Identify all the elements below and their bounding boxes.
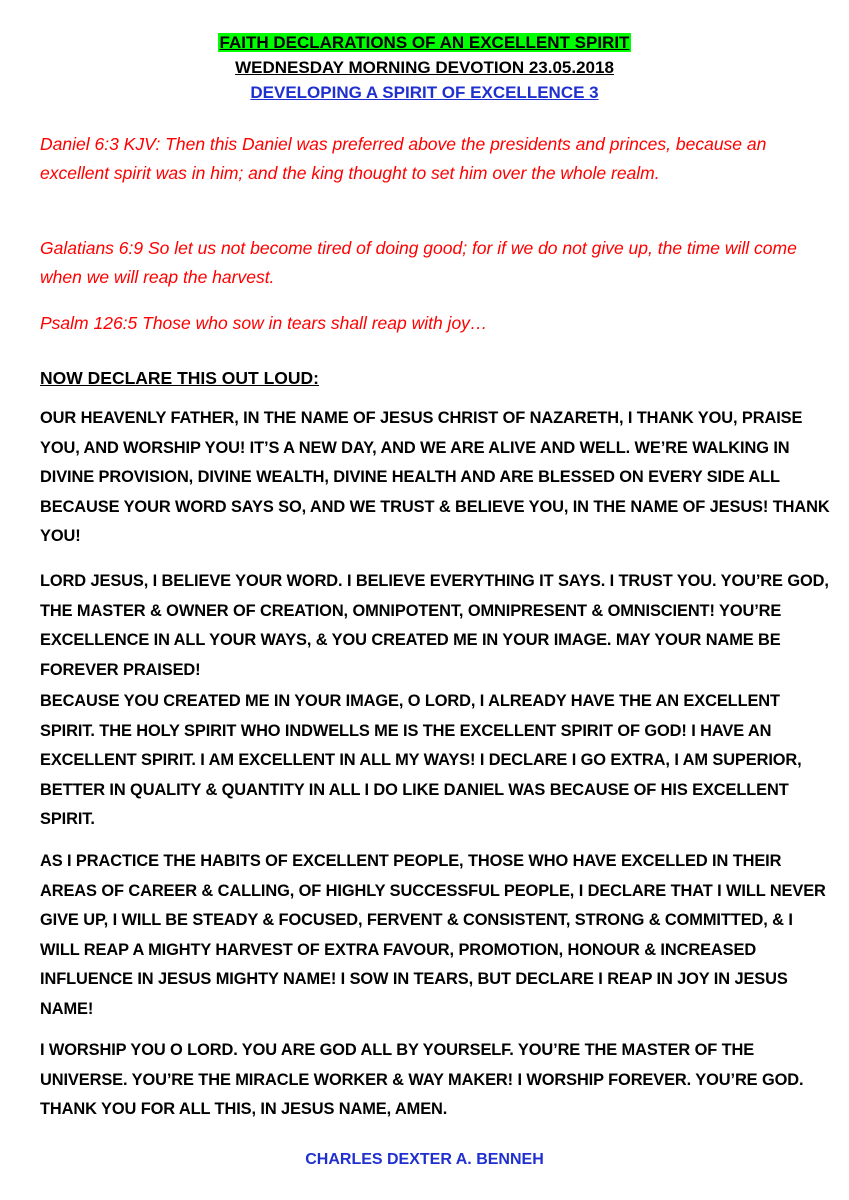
document-header bbox=[0, 30, 849, 105]
declaration-paragraph: I WORSHIP YOU O LORD. YOU ARE GOD ALL BY YOURSELF. YOU’RE THE MASTER OF THE UNIVERSE. YOU’RE THE MIRACLE WORKER & WAY MAKER! I WORSHIP FOREVER. YOU’RE GOD. THANK YOU FOR ALL THIS, IN JESUS NAME, AMEN. bbox=[40, 1041, 804, 1118]
declaration-paragraph: OUR HEAVENLY FATHER, IN THE NAME OF JESUS CHRIST OF NAZARETH, I THANK YOU, PRAISE YOU, AND WORSHIP YOU! IT’S A NEW DAY, AND WE ARE ALIVE AND WELL. WE’RE WALKING IN DIVINE PROVISION, DIVINE WEALTH, DIVINE HEALTH AND ARE BLESSED ON EVERY SIDE ALL BECAUSE YOUR WORD SAYS SO, AND WE TRUST & BELIEVE YOU, IN THE NAME OF JESUS! THANK YOU! bbox=[40, 409, 830, 545]
declaration-paragraph: LORD JESUS, I BELIEVE YOUR WORD. I BELIEVE EVERYTHING IT SAYS. I TRUST YOU. YOU’RE GOD, THE MASTER & OWNER OF CREATION, OMNIPOTENT, OMNIPRESENT & OMNISCIENT! YOU’RE EXCELLENCE IN ALL YOUR WAYS, & YOU CREATED ME IN YOUR IMAGE. MAY YOUR NAME BE FOREVER PRAISED! bbox=[40, 572, 829, 679]
declare-heading: NOW DECLARE THIS OUT LOUD: bbox=[40, 368, 320, 388]
scripture-galatians: Galatians 6:9 So let us not become tired of doing good; for if we do not give up, the time will come when we will reap the harvest. bbox=[40, 238, 797, 287]
title-highlight: FAITH DECLARATIONS OF AN EXCELLENT SPIRIT bbox=[219, 33, 630, 52]
scripture-psalm: Psalm 126:5 Those who sow in tears shall reap with joy… bbox=[40, 313, 488, 333]
devotion-date-heading: WEDNESDAY MORNING DEVOTION 23.05.2018 bbox=[235, 58, 614, 77]
series-heading: DEVELOPING A SPIRIT OF EXCELLENCE 3 bbox=[250, 83, 599, 102]
document-title bbox=[0, 30, 849, 55]
declaration-paragraph: AS I PRACTICE THE HABITS OF EXCELLENT PEOPLE, THOSE WHO HAVE EXCELLED IN THEIR AREAS OF CAREER & CALLING, OF HIGHLY SUCCESSFUL PEOPLE, I DECLARE THAT I WILL NEVER GIVE UP, I WILL BE STEADY & FOCUSED, FERVENT & CONSISTENT, STRONG & COMMITTED, & I WILL REAP A MIGHTY HARVEST OF EXTRA FAVOUR, PROMOTION, HONOUR & INCREASED INFLUENCE IN JESUS MIGHTY NAME! I SOW IN TEARS, BUT DECLARE I REAP IN JOY IN JESUS NAME! bbox=[40, 852, 826, 1018]
scripture-daniel: Daniel 6:3 KJV: Then this Daniel was preferred above the presidents and princes, because an excellent spirit was in him; and the king thought to set him over the whole realm. bbox=[40, 134, 767, 183]
declaration-paragraph: BECAUSE YOU CREATED ME IN YOUR IMAGE, O LORD, I ALREADY HAVE THE AN EXCELLENT SPIRIT. THE HOLY SPIRIT WHO INDWELLS ME IS THE EXCELLENT SPIRIT OF GOD! I HAVE AN EXCELLENT SPIRIT. I AM EXCELLENT IN ALL MY WAYS! I DECLARE I GO EXTRA, I AM SUPERIOR, BETTER IN QUALITY & QUANTITY IN ALL I DO LIKE DANIEL WAS BECAUSE OF HIS EXCELLENT SPIRIT. bbox=[40, 692, 802, 828]
author-signature: CHARLES DEXTER A. BENNEH bbox=[305, 1151, 544, 1168]
